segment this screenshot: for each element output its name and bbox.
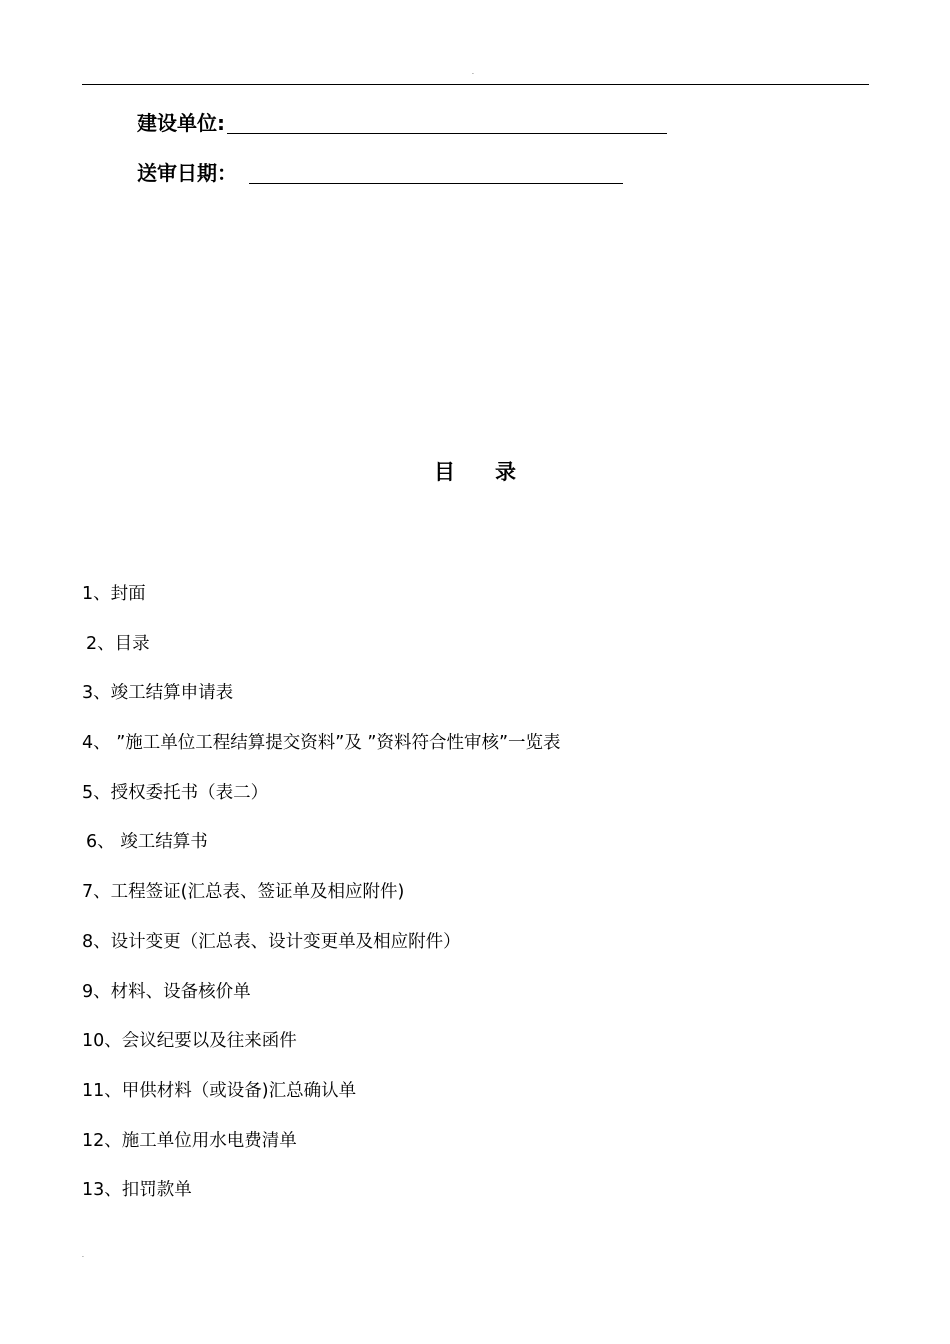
toc-item-penalty-deductions: 13、扣罚款单 [82, 1180, 192, 1201]
footer-mark: . [82, 1252, 84, 1259]
header-rule [82, 84, 869, 85]
construction-unit-blank[interactable] [227, 109, 667, 134]
construction-unit-label: 建设单位: [137, 111, 225, 135]
toc-item-meeting-minutes: 10、会议纪要以及往来函件 [82, 1031, 297, 1052]
toc-list [82, 580, 561, 1226]
toc-item-settlement-application: 3、竣工结算申请表 [82, 683, 234, 704]
toc-title-left: 目 [434, 460, 455, 484]
toc-item-owner-supplied-materials: 11、甲供材料（或设备)汇总确认单 [82, 1080, 357, 1101]
toc-item-power-of-attorney: 5、授权委托书（表二） [82, 782, 269, 803]
toc-item-design-change: 8、设计变更（汇总表、设计变更单及相应附件） [82, 931, 461, 952]
toc-item-price-verification: 9、材料、设备核价单 [82, 981, 251, 1002]
toc-item-utility-fees: 12、施工单位用水电费清单 [82, 1130, 297, 1151]
toc-item-submission-checklist: 4、 ”施工单位工程结算提交资料”及 ”资料符合性审核”一览表 [82, 733, 561, 754]
submission-date-field [137, 155, 623, 185]
header-mark: . [472, 69, 474, 76]
toc-title-right: 录 [495, 460, 516, 484]
toc-item-settlement-document: 6、 竣工结算书 [86, 832, 208, 853]
toc-item-engineering-visa: 7、工程签证(汇总表、签证单及相应附件) [82, 882, 405, 903]
construction-unit-field [137, 105, 667, 135]
toc-item-cover: 1、封面 [82, 584, 146, 604]
toc-title [0, 456, 950, 486]
submission-date-blank[interactable] [249, 159, 623, 184]
toc-item-contents: 2、目录 [86, 633, 150, 654]
submission-date-label: 送审日期： [137, 161, 237, 185]
